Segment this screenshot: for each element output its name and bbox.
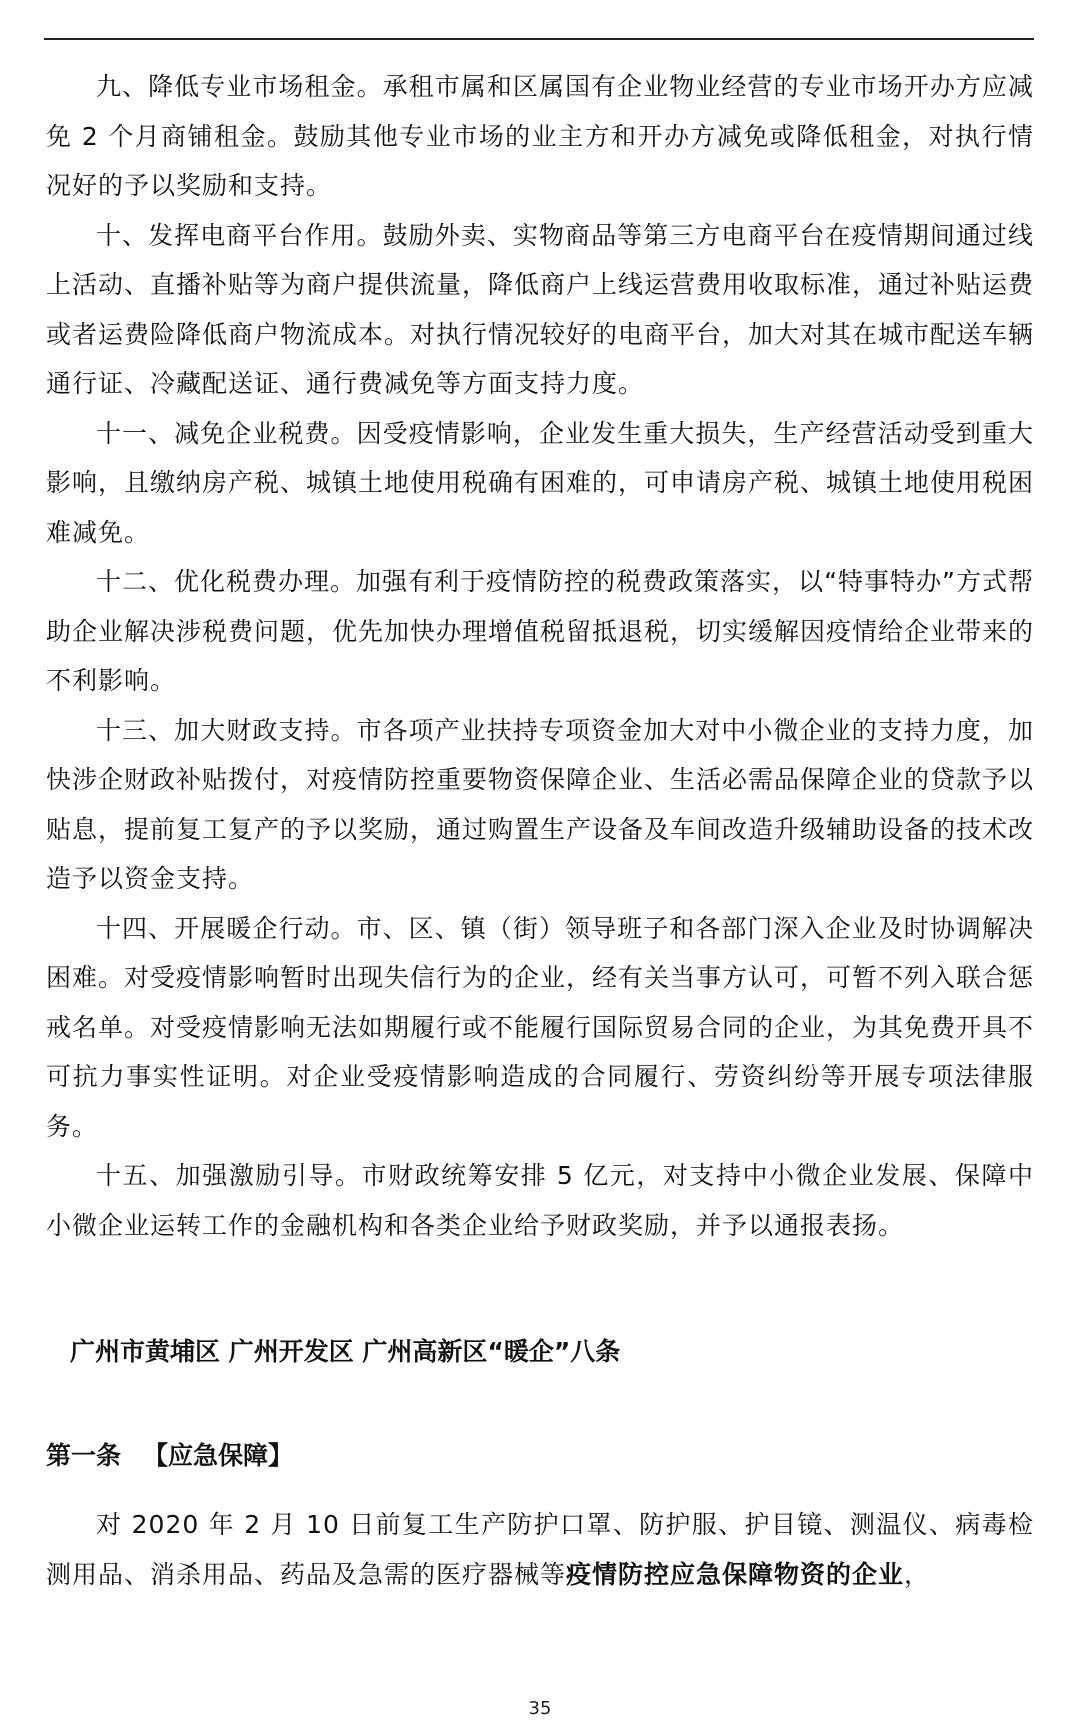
paragraph-item-10: 十、发挥电商平台作用。鼓励外卖、实物商品等第三方电商平台在疫情期间通过线上活动、直播补贴等为商户提供流量，降低商户上线运营费用收取标准，通过补贴运费或者运费险降低商户物流成本。对执行情况较好的电商平台，加大对其在城市配送车辆通行证、冷藏配送证、通行费减免等方面支持力度。 <box>46 220 1035 398</box>
section-title: 广州市黄埔区 广州开发区 广州高新区“暖企”八条 <box>70 1337 621 1366</box>
article-number: 第一条 <box>46 1441 122 1470</box>
article-heading: 【应急保障】 <box>143 1441 294 1470</box>
paragraph-item-12: 十二、优化税费办理。加强有利于疫情防控的税费政策落实，以“特事特办”方式帮助企业解决涉税费问题，优先加快办理增值税留抵退税，切实缓解因疫情给企业带来的不利影响。 <box>46 567 1035 695</box>
article-title <box>46 1436 293 1476</box>
header-rule <box>44 38 1034 40</box>
paragraph-item-13: 十三、加大财政支持。市各项产业扶持专项资金加大对中小微企业的支持力度，加快涉企财政补贴拨付，对疫情防控重要物资保障企业、生活必需品保障企业的贷款予以贴息，提前复工复产的予以奖励，通过购置生产设备及车间改造升级辅助设备的技术改造予以资金支持。 <box>46 715 1035 893</box>
page-number: 35 <box>528 1698 552 1719</box>
paragraph-item-11: 十一、减免企业税费。因受疫情影响，企业发生重大损失，生产经营活动受到重大影响，且缴纳房产税、城镇土地使用税确有困难的，可申请房产税、城镇土地使用税困难减免。 <box>46 418 1035 547</box>
article-text-tail: ， <box>904 1559 931 1589</box>
article-text: 对 2020 年 2 月 10 日前复工生产防护口罩、防护服、护目镜、测温仪、病毒检测用品、消杀用品、药品及急需的医疗器械等 <box>46 1510 1034 1589</box>
article-text-bold: 疫情防控应急保障物资的企业 <box>566 1559 905 1589</box>
article-paragraph <box>46 1500 1034 1599</box>
paragraph-item-15: 十五、加强激励引导。市财政统筹安排 5 亿元，对支持中小微企业发展、保障中小微企业运转工作的金融机构和各类企业给予财政奖励，并予以通报表扬。 <box>46 1161 1034 1240</box>
paragraph-item-9: 九、降低专业市场租金。承租市属和区属国有企业物业经营的专业市场开办方应减免 2 个月商铺租金。鼓励其他专业市场的业主方和开办方减免或降低租金，对执行情况好的予以奖励和支持。 <box>46 72 1034 200</box>
paragraph-item-14: 十四、开展暖企行动。市、区、镇（街）领导班子和各部门深入企业及时协调解决困难。对受疫情影响暂时出现失信行为的企业，经有关当事方认可，可暂不列入联合惩戒名单。对受疫情影响无法如期履行或不能履行国际贸易合同的企业，为其免费开具不可抗力事实性证明。对企业受疫情影响造成的合同履行、劳资纠纷等开展专项法律服务。 <box>46 913 1035 1141</box>
document-body <box>46 62 1034 1250</box>
